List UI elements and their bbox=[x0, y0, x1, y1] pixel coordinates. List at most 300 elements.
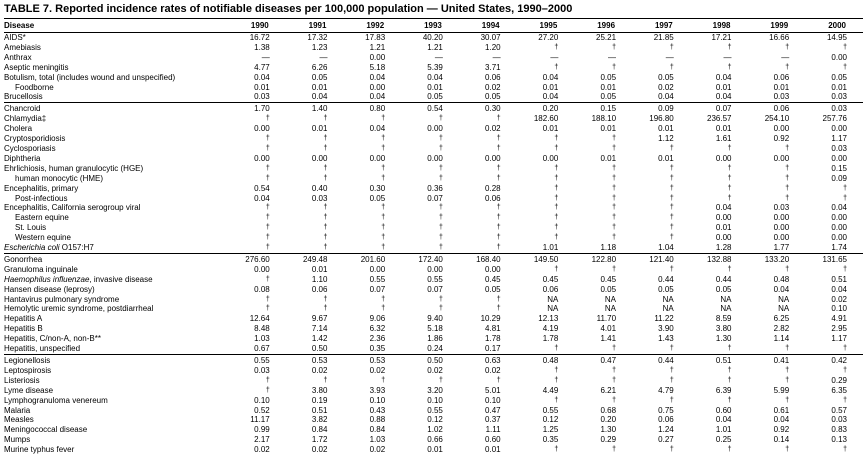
rate-value: 1.30 bbox=[690, 334, 748, 344]
rate-value: † bbox=[747, 366, 805, 376]
rate-value: 0.01 bbox=[517, 124, 575, 134]
rate-value: 4.19 bbox=[517, 324, 575, 334]
rate-value: 2.95 bbox=[805, 324, 863, 334]
rate-value: 1.04 bbox=[632, 243, 690, 253]
rate-value: 0.01 bbox=[632, 124, 690, 134]
rate-value: 4.79 bbox=[632, 386, 690, 396]
rate-value: 3.80 bbox=[286, 386, 344, 396]
rate-value: 0.04 bbox=[690, 203, 748, 213]
rate-value: 0.55 bbox=[343, 275, 401, 285]
rate-value: † bbox=[228, 164, 286, 174]
table-row bbox=[4, 233, 863, 243]
rate-value: 0.01 bbox=[401, 445, 459, 455]
rate-value: 257.76 bbox=[805, 114, 863, 124]
column-header-year: 1997 bbox=[632, 19, 690, 33]
rate-value: 0.80 bbox=[343, 103, 401, 114]
rate-value: 0.92 bbox=[747, 134, 805, 144]
rate-value: † bbox=[286, 376, 344, 386]
rate-value: † bbox=[574, 376, 632, 386]
rate-value: NA bbox=[574, 295, 632, 305]
rate-value: 121.40 bbox=[632, 253, 690, 264]
table-row bbox=[4, 124, 863, 134]
rate-value: 0.60 bbox=[459, 435, 517, 445]
rate-value: † bbox=[747, 396, 805, 406]
rate-value: 0.29 bbox=[574, 435, 632, 445]
rate-value: † bbox=[517, 63, 575, 73]
disease-name: Chancroid bbox=[4, 103, 228, 114]
table-row bbox=[4, 213, 863, 223]
rate-value: 0.14 bbox=[747, 435, 805, 445]
rate-value: 0.43 bbox=[343, 406, 401, 416]
rate-value: 122.80 bbox=[574, 253, 632, 264]
rate-value: 0.48 bbox=[747, 275, 805, 285]
rate-value: 0.03 bbox=[228, 92, 286, 102]
disease-name: human monocytic (HME) bbox=[4, 174, 228, 184]
rate-value: 0.00 bbox=[805, 213, 863, 223]
rate-value: 1.11 bbox=[459, 425, 517, 435]
rate-value: 0.75 bbox=[632, 406, 690, 416]
table-row bbox=[4, 63, 863, 73]
rate-value: † bbox=[401, 376, 459, 386]
rate-value: 0.00 bbox=[401, 124, 459, 134]
rate-value: 0.55 bbox=[228, 355, 286, 366]
disease-name: Haemophilus influenzae, invasive disease bbox=[4, 275, 228, 285]
table-row bbox=[4, 174, 863, 184]
disease-name: Post-infectious bbox=[4, 194, 228, 204]
rate-value: 0.01 bbox=[805, 83, 863, 93]
rate-value: † bbox=[747, 164, 805, 174]
rate-value: † bbox=[690, 144, 748, 154]
disease-name: Cholera bbox=[4, 124, 228, 134]
rate-value: 4.91 bbox=[805, 314, 863, 324]
rate-value: 0.53 bbox=[343, 355, 401, 366]
rate-value: † bbox=[459, 164, 517, 174]
rate-value: † bbox=[401, 114, 459, 124]
rate-value: † bbox=[690, 396, 748, 406]
rate-value: † bbox=[459, 203, 517, 213]
rate-value: † bbox=[401, 304, 459, 314]
disease-name: Hepatitis B bbox=[4, 324, 228, 334]
rate-value: 0.05 bbox=[459, 285, 517, 295]
rate-value: † bbox=[690, 376, 748, 386]
rate-value: † bbox=[343, 203, 401, 213]
rate-value: 5.18 bbox=[343, 63, 401, 73]
rate-value: 0.02 bbox=[401, 366, 459, 376]
rate-value: 0.15 bbox=[574, 103, 632, 114]
rate-value: 0.27 bbox=[632, 435, 690, 445]
rate-value: 0.03 bbox=[228, 366, 286, 376]
rate-value: † bbox=[343, 295, 401, 305]
table-row bbox=[4, 344, 863, 354]
rate-value: † bbox=[574, 265, 632, 275]
rate-value: † bbox=[517, 213, 575, 223]
rate-value: 0.00 bbox=[805, 53, 863, 63]
rate-value: 182.60 bbox=[517, 114, 575, 124]
rate-value: 4.01 bbox=[574, 324, 632, 334]
rate-value: 0.07 bbox=[690, 103, 748, 114]
rate-value: 3.71 bbox=[459, 63, 517, 73]
table-body bbox=[4, 33, 863, 455]
rate-value: † bbox=[517, 445, 575, 455]
rate-value: 0.05 bbox=[574, 92, 632, 102]
rate-value: 1.30 bbox=[574, 425, 632, 435]
table-row bbox=[4, 435, 863, 445]
disease-name: Lymphogranuloma venereum bbox=[4, 396, 228, 406]
rate-value: NA bbox=[747, 304, 805, 314]
rate-value: † bbox=[574, 63, 632, 73]
rate-value: † bbox=[690, 43, 748, 53]
rate-value: 6.39 bbox=[690, 386, 748, 396]
rate-value: 0.05 bbox=[286, 73, 344, 83]
rate-value: 149.50 bbox=[517, 253, 575, 264]
rate-value: † bbox=[343, 233, 401, 243]
rate-value: 1.17 bbox=[805, 334, 863, 344]
rate-value: † bbox=[459, 233, 517, 243]
rate-value: 0.00 bbox=[747, 124, 805, 134]
rate-value: 0.20 bbox=[574, 415, 632, 425]
rate-value: 0.04 bbox=[690, 73, 748, 83]
table-row bbox=[4, 33, 863, 43]
rate-value: 0.54 bbox=[228, 184, 286, 194]
disease-name: Hepatitis, C/non-A, non-B** bbox=[4, 334, 228, 344]
rate-value: 1.17 bbox=[805, 134, 863, 144]
rate-value: 0.00 bbox=[459, 265, 517, 275]
rate-value: 3.93 bbox=[343, 386, 401, 396]
rate-value: † bbox=[690, 164, 748, 174]
rate-value: † bbox=[805, 445, 863, 455]
rate-value: 6.25 bbox=[747, 314, 805, 324]
rate-value: † bbox=[690, 344, 748, 354]
rate-value: † bbox=[632, 184, 690, 194]
rate-value: 0.01 bbox=[459, 445, 517, 455]
rate-value: 5.99 bbox=[747, 386, 805, 396]
rate-value: 0.00 bbox=[343, 53, 401, 63]
rate-value: 0.02 bbox=[459, 83, 517, 93]
rate-value: 0.88 bbox=[343, 415, 401, 425]
table-row bbox=[4, 164, 863, 174]
rate-value: 201.60 bbox=[343, 253, 401, 264]
rate-value: 168.40 bbox=[459, 253, 517, 264]
rate-value: 0.05 bbox=[574, 285, 632, 295]
rate-value: † bbox=[632, 366, 690, 376]
rate-value: † bbox=[286, 223, 344, 233]
disease-name: Hemolytic uremic syndrome, postdiarrheal bbox=[4, 304, 228, 314]
rate-value: † bbox=[747, 144, 805, 154]
rate-value: 0.07 bbox=[343, 285, 401, 295]
rate-value: † bbox=[747, 445, 805, 455]
disease-name: Cryptosporidiosis bbox=[4, 134, 228, 144]
rate-value: † bbox=[632, 265, 690, 275]
column-header-year: 1990 bbox=[228, 19, 286, 33]
table-row bbox=[4, 445, 863, 455]
rate-value: 1.86 bbox=[401, 334, 459, 344]
rate-value: † bbox=[401, 295, 459, 305]
rate-value: 0.92 bbox=[747, 425, 805, 435]
rate-value: 0.01 bbox=[574, 154, 632, 164]
disease-name: Eastern equine bbox=[4, 213, 228, 223]
rate-value: 0.03 bbox=[805, 144, 863, 154]
rate-value: † bbox=[574, 445, 632, 455]
disease-name: Murine typhus fever bbox=[4, 445, 228, 455]
rate-value: 1.40 bbox=[286, 103, 344, 114]
rate-value: 0.09 bbox=[805, 174, 863, 184]
column-header-year: 1995 bbox=[517, 19, 575, 33]
rate-value: 0.05 bbox=[805, 73, 863, 83]
rate-value: † bbox=[517, 344, 575, 354]
rate-value: 2.17 bbox=[228, 435, 286, 445]
rate-value: † bbox=[574, 233, 632, 243]
rate-value: † bbox=[690, 366, 748, 376]
rate-value: 276.60 bbox=[228, 253, 286, 264]
rate-value: NA bbox=[574, 304, 632, 314]
rate-value: † bbox=[747, 43, 805, 53]
rate-value: 1.03 bbox=[228, 334, 286, 344]
rate-value: 0.52 bbox=[228, 406, 286, 416]
rate-value: 3.82 bbox=[286, 415, 344, 425]
rate-value: 0.44 bbox=[632, 355, 690, 366]
table-row bbox=[4, 103, 863, 114]
rate-value: 0.02 bbox=[632, 83, 690, 93]
rate-value: 0.60 bbox=[690, 406, 748, 416]
rate-value: † bbox=[632, 174, 690, 184]
rate-value: † bbox=[574, 213, 632, 223]
rate-value: 0.01 bbox=[574, 124, 632, 134]
rate-value: 0.00 bbox=[690, 213, 748, 223]
disease-name: Anthrax bbox=[4, 53, 228, 63]
table-row bbox=[4, 154, 863, 164]
rate-value: 0.37 bbox=[459, 415, 517, 425]
rate-value: 0.03 bbox=[747, 203, 805, 213]
rate-value: 0.01 bbox=[690, 223, 748, 233]
rate-value: 0.04 bbox=[517, 73, 575, 83]
rate-value: 0.04 bbox=[343, 92, 401, 102]
rate-value: 0.00 bbox=[805, 154, 863, 164]
rate-value: † bbox=[632, 63, 690, 73]
rate-value: † bbox=[574, 203, 632, 213]
rate-value: 0.40 bbox=[286, 184, 344, 194]
rate-value: 0.47 bbox=[574, 355, 632, 366]
rate-value: 27.20 bbox=[517, 33, 575, 43]
rate-value: 0.84 bbox=[343, 425, 401, 435]
rate-value: 1.20 bbox=[459, 43, 517, 53]
table-row bbox=[4, 314, 863, 324]
rate-value: 0.03 bbox=[805, 92, 863, 102]
rate-value: NA bbox=[632, 295, 690, 305]
rate-value: 0.04 bbox=[343, 73, 401, 83]
rate-value: † bbox=[286, 243, 344, 253]
rate-value: — bbox=[632, 53, 690, 63]
rate-value: NA bbox=[517, 295, 575, 305]
rate-value: 1.77 bbox=[747, 243, 805, 253]
rate-value: † bbox=[459, 295, 517, 305]
rate-value: † bbox=[632, 194, 690, 204]
rate-value: NA bbox=[747, 295, 805, 305]
rate-value: † bbox=[228, 174, 286, 184]
rate-value: † bbox=[401, 213, 459, 223]
rate-value: † bbox=[690, 184, 748, 194]
disease-name: Gonorrhea bbox=[4, 253, 228, 264]
rate-value: † bbox=[228, 304, 286, 314]
rate-value: 0.04 bbox=[747, 285, 805, 295]
rate-value: 1.61 bbox=[690, 134, 748, 144]
rate-value: † bbox=[747, 63, 805, 73]
rate-value: 12.64 bbox=[228, 314, 286, 324]
rate-value: 196.80 bbox=[632, 114, 690, 124]
rate-value: 0.12 bbox=[517, 415, 575, 425]
disease-name: Encephalitis, primary bbox=[4, 184, 228, 194]
rate-value: 0.55 bbox=[517, 406, 575, 416]
table-row bbox=[4, 386, 863, 396]
rate-value: 0.51 bbox=[286, 406, 344, 416]
rate-value: 0.10 bbox=[343, 396, 401, 406]
table-row bbox=[4, 144, 863, 154]
rate-value: † bbox=[574, 174, 632, 184]
disease-name: Leptospirosis bbox=[4, 366, 228, 376]
rate-value: † bbox=[632, 376, 690, 386]
table-row bbox=[4, 396, 863, 406]
rate-value: † bbox=[228, 275, 286, 285]
rate-value: 1.28 bbox=[690, 243, 748, 253]
rate-value: 0.06 bbox=[747, 103, 805, 114]
rate-value: 0.01 bbox=[747, 83, 805, 93]
rate-value: † bbox=[690, 194, 748, 204]
rate-value: 0.68 bbox=[574, 406, 632, 416]
rate-value: 0.05 bbox=[343, 194, 401, 204]
rate-value: † bbox=[690, 265, 748, 275]
table-row bbox=[4, 243, 863, 253]
rate-value: † bbox=[459, 114, 517, 124]
rate-value: 1.78 bbox=[459, 334, 517, 344]
rate-value: † bbox=[517, 396, 575, 406]
rate-value: 1.23 bbox=[286, 43, 344, 53]
rate-value: — bbox=[401, 53, 459, 63]
rate-value: 0.06 bbox=[459, 194, 517, 204]
rate-value: † bbox=[343, 213, 401, 223]
rate-value: 0.04 bbox=[690, 415, 748, 425]
rate-value: 0.84 bbox=[286, 425, 344, 435]
rate-value: † bbox=[632, 233, 690, 243]
disease-name: Measles bbox=[4, 415, 228, 425]
rate-value: 0.00 bbox=[343, 265, 401, 275]
rate-value: 0.07 bbox=[401, 194, 459, 204]
column-header-year: 1991 bbox=[286, 19, 344, 33]
disease-name: Mumps bbox=[4, 435, 228, 445]
rate-value: — bbox=[459, 53, 517, 63]
rate-value: 9.06 bbox=[343, 314, 401, 324]
table-row bbox=[4, 334, 863, 344]
rate-value: † bbox=[459, 376, 517, 386]
rate-value: 0.06 bbox=[632, 415, 690, 425]
rate-value: 0.42 bbox=[805, 355, 863, 366]
table-row bbox=[4, 376, 863, 386]
rate-value: † bbox=[401, 174, 459, 184]
table-row bbox=[4, 43, 863, 53]
column-header-year: 1994 bbox=[459, 19, 517, 33]
rate-value: 236.57 bbox=[690, 114, 748, 124]
rate-value: 0.04 bbox=[805, 203, 863, 213]
rate-value: 1.01 bbox=[690, 425, 748, 435]
rate-value: 0.00 bbox=[286, 154, 344, 164]
rate-value: † bbox=[632, 445, 690, 455]
rate-value: † bbox=[343, 223, 401, 233]
table-row bbox=[4, 134, 863, 144]
disease-name: Aseptic meningitis bbox=[4, 63, 228, 73]
rate-value: † bbox=[343, 243, 401, 253]
rate-value: 5.18 bbox=[401, 324, 459, 334]
rate-value: 0.04 bbox=[747, 415, 805, 425]
column-header-year: 1996 bbox=[574, 19, 632, 33]
rate-value: 0.00 bbox=[747, 233, 805, 243]
rate-value: 8.59 bbox=[690, 314, 748, 324]
rate-value: 0.07 bbox=[401, 285, 459, 295]
rate-value: † bbox=[459, 223, 517, 233]
rate-value: 188.10 bbox=[574, 114, 632, 124]
rate-value: 0.00 bbox=[343, 154, 401, 164]
rate-value: 0.04 bbox=[805, 285, 863, 295]
rate-value: 0.00 bbox=[228, 124, 286, 134]
disease-name: Hansen disease (leprosy) bbox=[4, 285, 228, 295]
column-header-year: 2000 bbox=[805, 19, 863, 33]
rate-value: 0.03 bbox=[805, 103, 863, 114]
rate-value: † bbox=[401, 233, 459, 243]
table-row bbox=[4, 304, 863, 314]
rate-value: 0.55 bbox=[401, 406, 459, 416]
table-row bbox=[4, 114, 863, 124]
rate-value: † bbox=[632, 43, 690, 53]
rate-value: † bbox=[517, 265, 575, 275]
table-row bbox=[4, 184, 863, 194]
rate-value: 0.09 bbox=[632, 103, 690, 114]
rate-value: 0.02 bbox=[286, 366, 344, 376]
rate-value: 0.10 bbox=[228, 396, 286, 406]
rate-value: † bbox=[286, 144, 344, 154]
rate-value: 21.85 bbox=[632, 33, 690, 43]
rate-value: 0.10 bbox=[401, 396, 459, 406]
rate-value: † bbox=[286, 174, 344, 184]
rate-value: 7.14 bbox=[286, 324, 344, 334]
rate-value: — bbox=[690, 53, 748, 63]
rate-value: 17.83 bbox=[343, 33, 401, 43]
rate-value: † bbox=[517, 366, 575, 376]
rate-value: 0.00 bbox=[459, 154, 517, 164]
rate-value: † bbox=[459, 213, 517, 223]
rate-value: † bbox=[517, 43, 575, 53]
rate-value: 0.02 bbox=[459, 124, 517, 134]
disease-name: Ehrlichiosis, human granulocytic (HGE) bbox=[4, 164, 228, 174]
rate-value: 0.35 bbox=[517, 435, 575, 445]
rate-value: † bbox=[459, 144, 517, 154]
rate-value: † bbox=[286, 304, 344, 314]
rate-value: 0.57 bbox=[805, 406, 863, 416]
rate-value: 0.06 bbox=[517, 285, 575, 295]
rate-value: † bbox=[805, 366, 863, 376]
table-row bbox=[4, 83, 863, 93]
rate-value: 0.24 bbox=[401, 344, 459, 354]
rate-value: 0.00 bbox=[747, 154, 805, 164]
disease-name: Legionellosis bbox=[4, 355, 228, 366]
rate-value: 6.26 bbox=[286, 63, 344, 73]
table-row bbox=[4, 324, 863, 334]
rate-value: 6.32 bbox=[343, 324, 401, 334]
rate-value: 0.00 bbox=[747, 213, 805, 223]
rate-value: 0.04 bbox=[286, 92, 344, 102]
rate-value: † bbox=[805, 43, 863, 53]
rate-value: 0.01 bbox=[690, 124, 748, 134]
rate-value: † bbox=[747, 174, 805, 184]
rate-value: 0.01 bbox=[517, 83, 575, 93]
rate-value: 0.48 bbox=[517, 355, 575, 366]
table-row bbox=[4, 53, 863, 63]
